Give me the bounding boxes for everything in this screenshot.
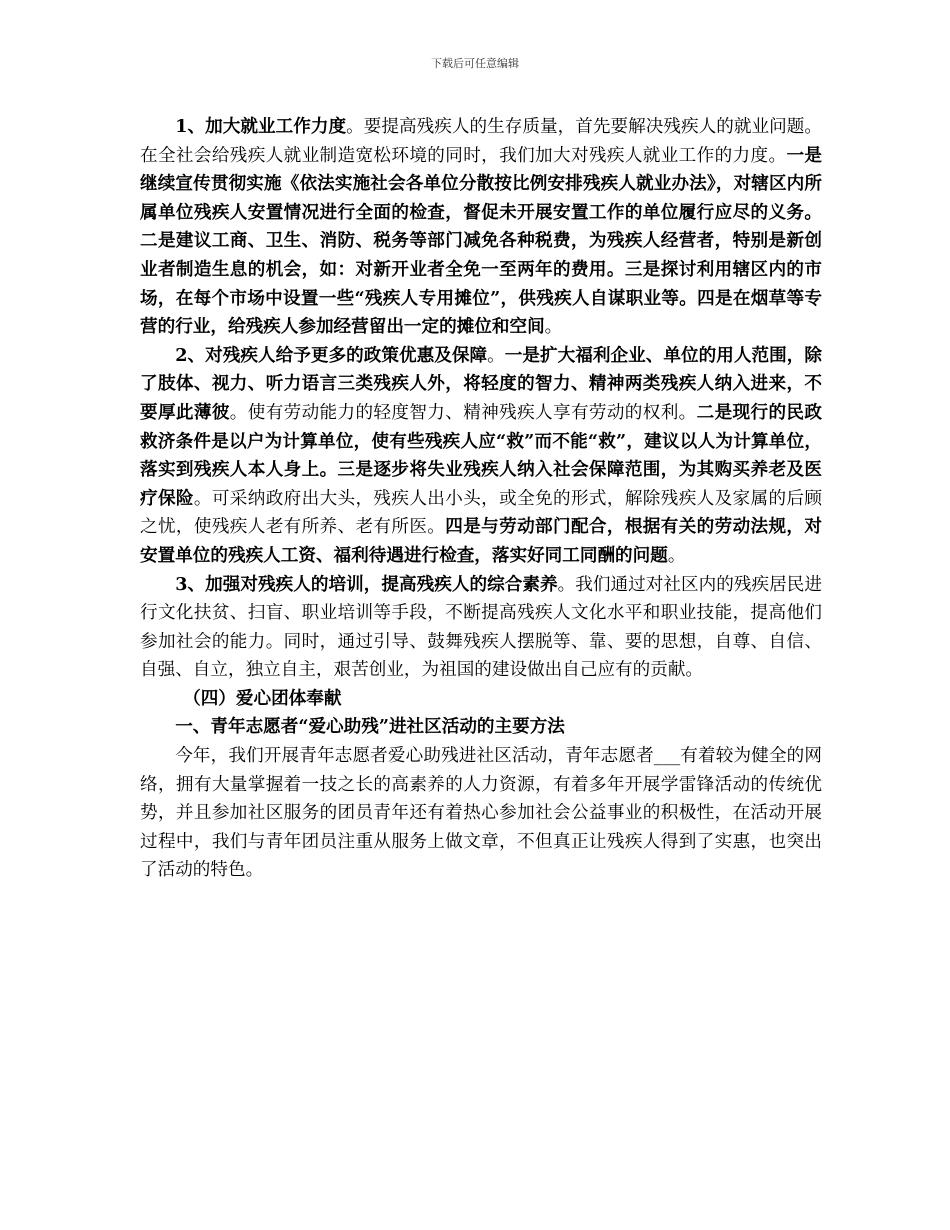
document-body bbox=[140, 113, 822, 885]
paragraph-text: 。 bbox=[487, 345, 505, 366]
paragraph-title: 3、加强对残疾人的培训，提高残疾人的综合素养 bbox=[175, 573, 558, 595]
paragraph-policy bbox=[140, 342, 822, 571]
paragraph-text-bold: 一是继续宣传贯彻实施《依法实施社会各单位分散按比例安排残疾人就业办法》，对辖区内所属单位残疾人安置情况进行全面的检查，督促未开展安置工作的单位履行应尽的义务 bbox=[140, 144, 822, 223]
paragraph-title: 1、加大就业工作力度 bbox=[175, 116, 347, 137]
paragraph-text: 。 bbox=[544, 317, 563, 338]
paragraph-text-bold: 二是现行的民政救济条件是以户为计算单位，使有些残疾人应“救”而不能“救”，建议以人为计算单位，落实到残疾人本人身上 bbox=[140, 401, 822, 481]
paragraph-text: 。使有劳动能力的轻度智力、精神残疾人享有劳动的权利。 bbox=[229, 402, 697, 423]
paragraph-text: 。可采纳政府出大头，残疾人出小头，或全免的形式，解除残疾人及家属的后顾之忧，使残疾人老有所养、老有所医。 bbox=[140, 488, 822, 538]
paragraph-text: 。要提高残疾人的生存质量，首先要解决残疾人的就业问题。在全社会给残疾人就业制造宽松环境的同时，我们加大对残疾人就业工作的力度。 bbox=[140, 117, 822, 166]
page-header-note: 下载后可任意编辑 bbox=[431, 57, 519, 70]
subsection-heading: 一、青年志愿者“爱心助残”进社区活动的主要方法 bbox=[175, 716, 565, 738]
paragraph-text-bold: 一是扩大福利企业、单位的用人范围，除了肢体、视力、听力语言三类残疾人外，将轻度的智力、精神两类残疾人纳入进来，不要厚此薄彼 bbox=[140, 344, 822, 423]
paragraph-volunteer: 今年，我们开展青年志愿者爱心助残进社区活动，青年志愿者___有着较为健全的网络，拥有大量掌握着一技之长的高素养的人力资源，有着多年开展学雷锋活动的传统优势，并且参加社区服务的团员青年还有着热心参加社会公益事业的积极性，在活动开展过程中，我们与青年团员注重从服务上做文章，不但真正让残疾人得到了实惠，也突出了活动的特色。 bbox=[140, 746, 822, 881]
paragraph-text: 。我们通过对社区内的残疾居民进行文化扶贫、扫盲、职业培训等手段，不断提高残疾人文化水平和职业技能，提高他们参加社会的能力。同时，通过引导、鼓舞残疾人摆脱等、靠、要的思想，自尊、自信、自强、自立，独立自主，艰苦创业，为祖国的建设做出自己应有的贡献。 bbox=[140, 574, 822, 681]
paragraph-text-bold: 。三是探讨利用辖区内的市场，在每个市场中设置一些“残疾人专用摊位”，供残疾人自谋职业等 bbox=[140, 258, 822, 309]
paragraph-text-bold: 四是与劳动部门配合，根据有关的劳动法规，对安置单位的残疾人工资、福利待遇进行检查，落实好同工同酬的问题 bbox=[140, 516, 822, 566]
paragraph-training bbox=[140, 571, 822, 685]
paragraph-employment bbox=[140, 113, 822, 342]
section-heading: （四）爱心团体奉献 bbox=[183, 687, 342, 709]
paragraph-text-bold: 。三是逐步将失业残疾人纳入社会保障范围，为其购买养老及医疗保险 bbox=[140, 459, 822, 509]
paragraph-text: 。 bbox=[667, 545, 686, 566]
paragraph-text-bold: 。二是建议工商、卫生、消防、税务等部门减免各种税费，为残疾人经营者，特别是新创业者制造生息的机会，如：对新开业者全免一至两年的费用 bbox=[140, 201, 822, 280]
paragraph-text-bold: 。四是在烟草等专营的行业，给残疾人参加经营留出一定的摊位和空间 bbox=[140, 287, 822, 338]
paragraph-title: 2、对残疾人给予更多的政策优惠及保障 bbox=[175, 344, 488, 366]
